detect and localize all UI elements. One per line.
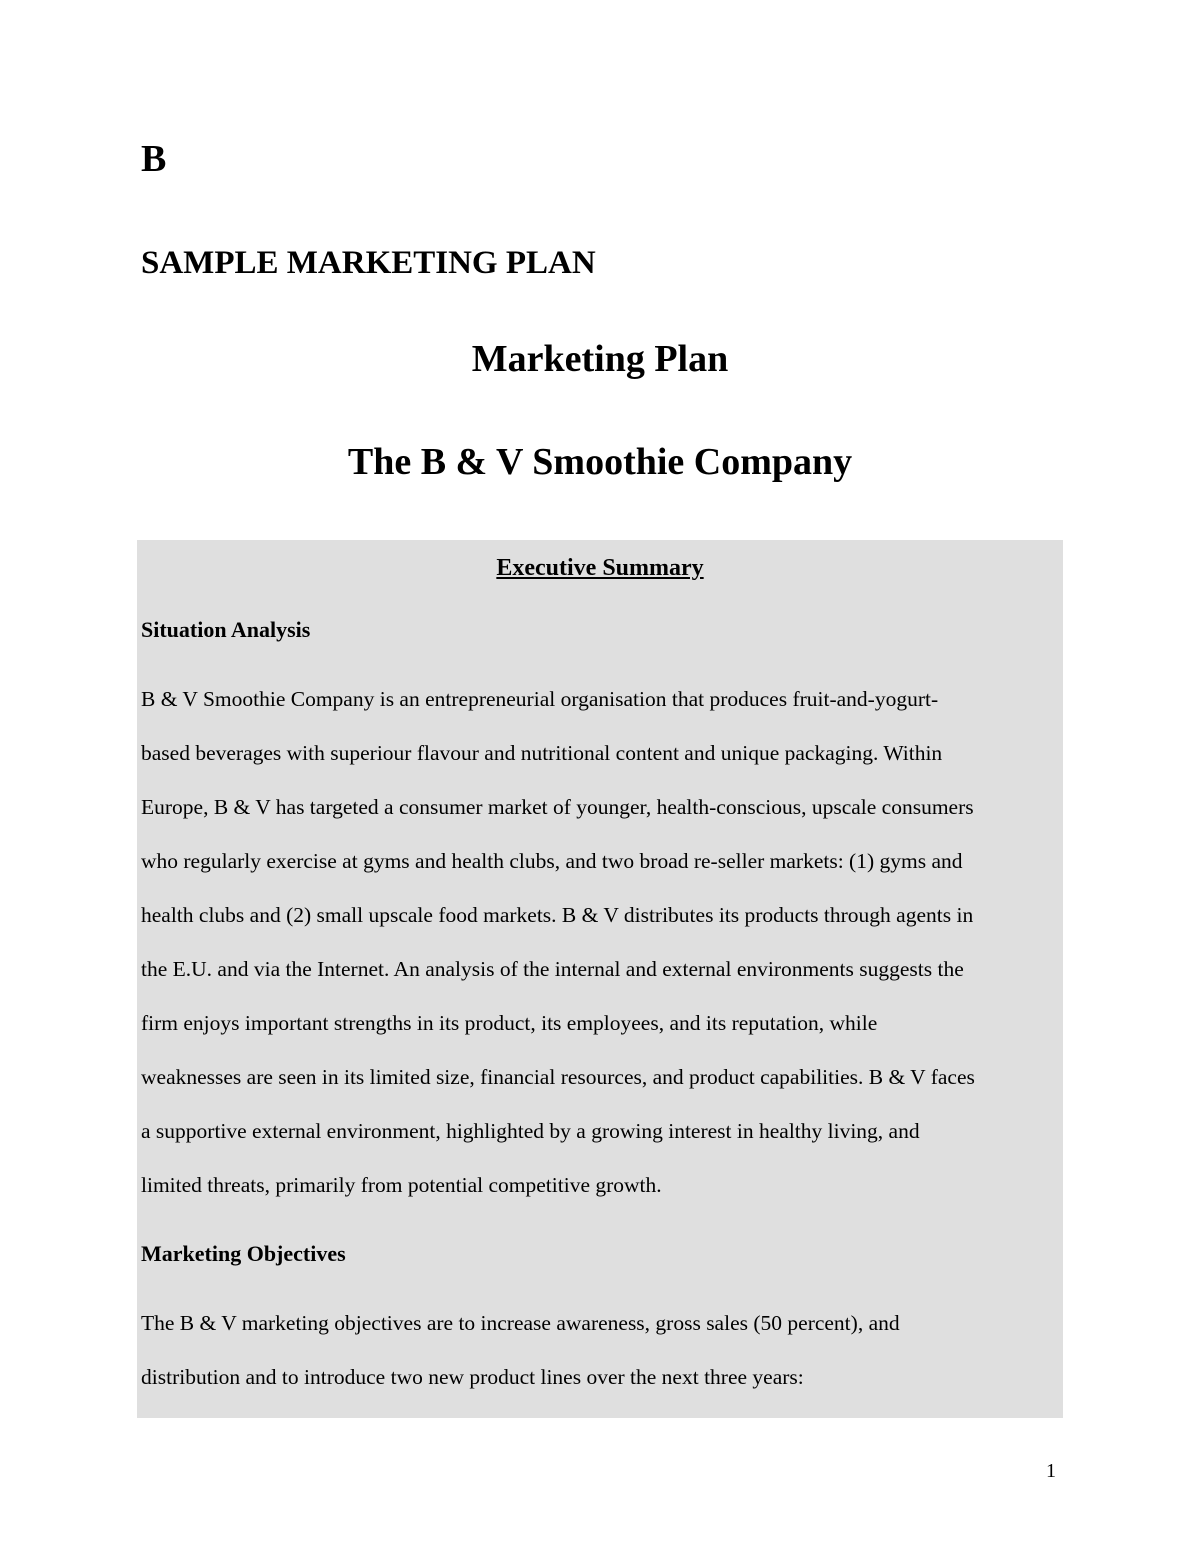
executive-summary-box [137, 540, 1063, 1418]
page-subtitle: The B & V Smoothie Company [347, 441, 853, 483]
marketing-objectives-heading: Marketing Objectives [141, 1241, 346, 1266]
executive-summary-title: Executive Summary [496, 555, 704, 581]
marketing-objectives-line: distribution and to introduce two new product lines over the next three years: [141, 1365, 804, 1389]
appendix-letter: B [141, 138, 167, 180]
situation-analysis-line: the E.U. and via the Internet. An analysis of the internal and external environments suggests the [141, 957, 964, 981]
situation-analysis-line: weaknesses are seen in its limited size, financial resources, and product capabilities. B & V faces [141, 1065, 975, 1089]
situation-analysis-line: a supportive external environment, highlighted by a growing interest in healthy living, and [141, 1119, 920, 1143]
situation-analysis-line: limited threats, primarily from potential competitive growth. [141, 1173, 662, 1197]
document-heading: SAMPLE MARKETING PLAN [141, 245, 596, 281]
situation-analysis-line: health clubs and (2) small upscale food markets. B & V distributes its products through agents in [141, 903, 974, 927]
situation-analysis-line: who regularly exercise at gyms and health clubs, and two broad re-seller markets: (1) gyms and [141, 849, 963, 873]
situation-analysis-line: firm enjoys important strengths in its product, its employees, and its reputation, while [141, 1011, 878, 1035]
page-number: 1 [1046, 1460, 1056, 1482]
situation-analysis-line: based beverages with superiour flavour and nutritional content and unique packaging. Within [141, 741, 943, 765]
situation-analysis-line: B & V Smoothie Company is an entrepreneurial organisation that produces fruit-and-yogurt- [141, 687, 939, 711]
page-title: Marketing Plan [471, 338, 729, 380]
situation-analysis-line: Europe, B & V has targeted a consumer market of younger, health-conscious, upscale consumers [141, 795, 974, 819]
situation-analysis-heading: Situation Analysis [141, 617, 311, 642]
marketing-objectives-line: The B & V marketing objectives are to increase awareness, gross sales (50 percent), and [141, 1311, 900, 1335]
